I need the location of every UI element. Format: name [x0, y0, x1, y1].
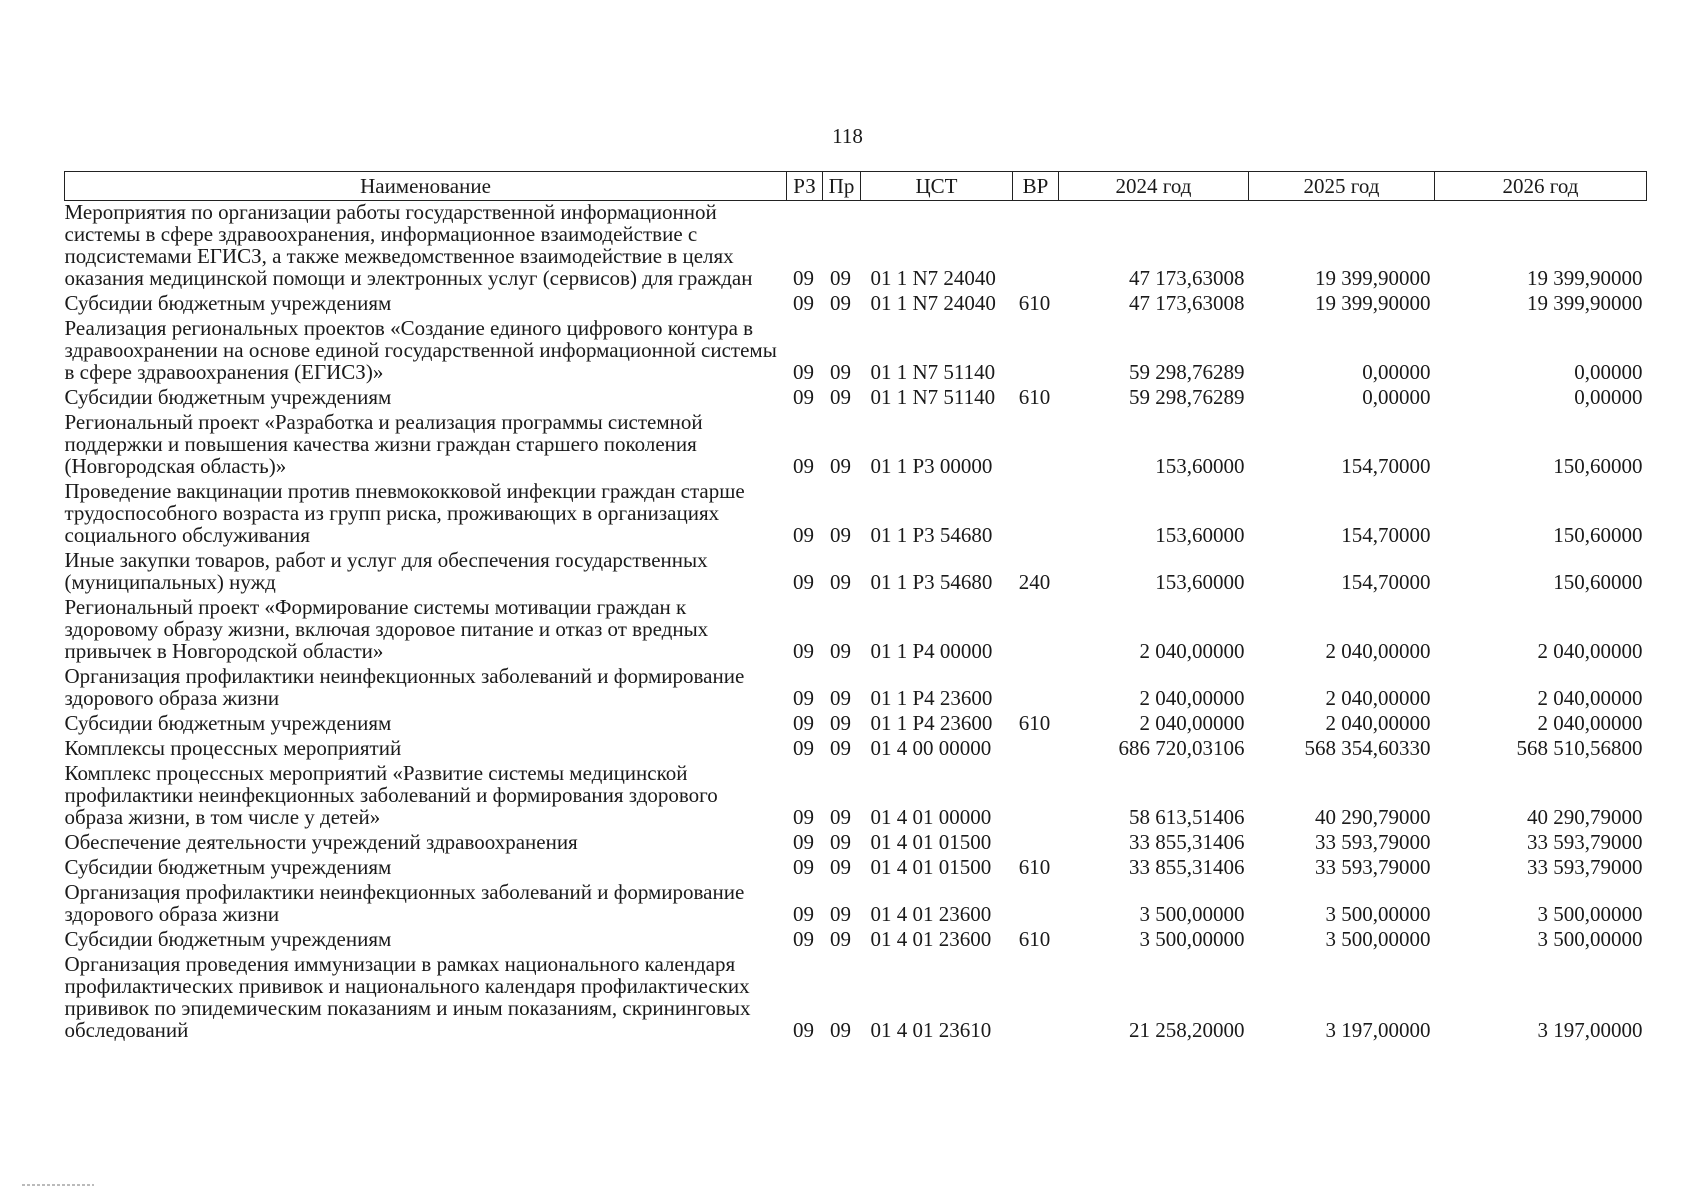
row-rz: 09 — [793, 830, 814, 854]
row-amount-2025: 3 197,00000 — [1325, 1018, 1431, 1042]
table-row — [65, 762, 1647, 831]
row-amount-2025: 33 593,79000 — [1315, 830, 1431, 854]
row-vr: 240 — [1018, 570, 1051, 594]
row-cst: 01 1 P3 54680 — [870, 523, 993, 547]
row-amount-2026: 0,00000 — [1574, 360, 1643, 384]
row-amount-2024: 153,60000 — [1155, 523, 1245, 547]
row-vr — [1013, 737, 1059, 762]
table-header-row — [65, 172, 1647, 201]
row-amount-2026: 33 593,79000 — [1527, 830, 1643, 854]
row-rz: 09 — [793, 805, 814, 829]
row-amount-2024: 153,60000 — [1155, 454, 1245, 478]
row-amount-2026: 0,00000 — [1574, 385, 1643, 409]
row-rz: 09 — [793, 639, 814, 663]
row-amount-2024: 33 855,31406 — [1129, 855, 1245, 879]
row-amount-2025: 154,70000 — [1341, 523, 1431, 547]
row-amount-2025: 0,00000 — [1362, 385, 1431, 409]
row-cst: 01 4 01 01500 — [870, 855, 992, 879]
row-amount-2025: 2 040,00000 — [1325, 686, 1431, 710]
row-amount-2024: 58 613,51406 — [1129, 805, 1245, 829]
row-rz: 09 — [793, 927, 814, 951]
row-vr — [1013, 831, 1059, 856]
row-pr: 09 — [830, 902, 851, 926]
header-cst: ЦСТ — [861, 172, 1013, 201]
row-rz: 09 — [793, 1018, 814, 1042]
row-cst: 01 1 P4 23600 — [870, 686, 993, 710]
row-name: Субсидии бюджетным учреждениям — [64, 711, 392, 735]
row-vr — [1013, 762, 1059, 831]
row-name: Иные закупки товаров, работ и услуг для обеспечения государственных (муниципальных) нужд — [64, 548, 708, 594]
row-rz: 09 — [793, 454, 814, 478]
row-pr: 09 — [830, 736, 851, 760]
header-2026: 2026 год — [1435, 172, 1647, 201]
row-vr: 610 — [1018, 711, 1051, 735]
row-pr: 09 — [830, 639, 851, 663]
row-cst: 01 4 00 00000 — [870, 736, 992, 760]
footer-mark — [22, 1184, 94, 1186]
row-amount-2026: 150,60000 — [1553, 570, 1643, 594]
row-vr — [1013, 665, 1059, 712]
row-vr — [1013, 480, 1059, 549]
row-cst: 01 1 P4 00000 — [870, 639, 993, 663]
row-name: Субсидии бюджетным учреждениям — [64, 291, 392, 315]
row-cst: 01 4 01 01500 — [870, 830, 992, 854]
row-amount-2026: 2 040,00000 — [1537, 686, 1643, 710]
row-name: Реализация региональных проектов «Создание единого цифрового контура в здравоохранении на основе единой государственной информационной системы в сфере здравоохранения (ЕГИСЗ)» — [64, 316, 777, 384]
row-pr: 09 — [830, 360, 851, 384]
row-rz: 09 — [793, 266, 814, 290]
row-amount-2026: 2 040,00000 — [1537, 711, 1643, 735]
row-amount-2026: 19 399,90000 — [1527, 291, 1643, 315]
row-vr — [1013, 317, 1059, 386]
row-name: Региональный проект «Разработка и реализация программы системной поддержки и повышения качества жизни граждан старшего поколения (Новгородская область)» — [64, 410, 703, 478]
table-body — [65, 201, 1647, 1045]
row-amount-2024: 153,60000 — [1155, 570, 1245, 594]
row-name: Комплексы процессных мероприятий — [64, 736, 402, 760]
row-amount-2024: 2 040,00000 — [1139, 639, 1245, 663]
row-pr: 09 — [830, 385, 851, 409]
row-vr: 610 — [1018, 291, 1051, 315]
row-amount-2026: 150,60000 — [1553, 454, 1643, 478]
row-amount-2024: 59 298,76289 — [1129, 360, 1245, 384]
row-rz: 09 — [793, 523, 814, 547]
row-rz: 09 — [793, 902, 814, 926]
header-2024: 2024 год — [1059, 172, 1249, 201]
row-cst: 01 4 01 23610 — [870, 1018, 992, 1042]
table-row — [65, 665, 1647, 712]
row-name: Обеспечение деятельности учреждений здравоохранения — [64, 830, 578, 854]
row-name: Проведение вакцинации против пневмококковой инфекции граждан старше трудоспособного возраста из групп риска, проживающих в организациях социального обслуживания — [64, 479, 745, 547]
row-pr: 09 — [830, 686, 851, 710]
row-vr — [1013, 411, 1059, 480]
row-amount-2025: 3 500,00000 — [1325, 927, 1431, 951]
row-pr: 09 — [830, 523, 851, 547]
row-cst: 01 4 01 23600 — [870, 902, 992, 926]
table-row — [65, 928, 1647, 953]
row-cst: 01 1 N7 24040 — [870, 291, 996, 315]
row-amount-2026: 568 510,56800 — [1516, 736, 1643, 760]
row-pr: 09 — [830, 266, 851, 290]
row-amount-2024: 33 855,31406 — [1129, 830, 1245, 854]
header-2025: 2025 год — [1249, 172, 1435, 201]
table-row — [65, 480, 1647, 549]
page-number: 118 — [832, 124, 863, 148]
row-amount-2024: 47 173,63008 — [1129, 291, 1245, 315]
row-amount-2025: 2 040,00000 — [1325, 711, 1431, 735]
row-pr: 09 — [830, 927, 851, 951]
row-amount-2025: 40 290,79000 — [1315, 805, 1431, 829]
table-row — [65, 953, 1647, 1044]
header-vr: ВР — [1013, 172, 1059, 201]
row-name: Региональный проект «Формирование системы мотивации граждан к здоровому образу жизни, включая здоровое питание и отказ от вредных привычек в Новгородской области» — [64, 595, 709, 663]
row-cst: 01 1 P3 00000 — [870, 454, 993, 478]
table-row — [65, 411, 1647, 480]
budget-table — [64, 171, 1647, 1044]
table-row — [65, 856, 1647, 881]
row-cst: 01 4 01 23600 — [870, 927, 992, 951]
row-rz: 09 — [793, 570, 814, 594]
row-amount-2025: 33 593,79000 — [1315, 855, 1431, 879]
row-amount-2024: 2 040,00000 — [1139, 686, 1245, 710]
row-pr: 09 — [830, 291, 851, 315]
row-amount-2024: 686 720,03106 — [1118, 736, 1245, 760]
row-amount-2024: 59 298,76289 — [1129, 385, 1245, 409]
row-name: Субсидии бюджетным учреждениям — [64, 855, 392, 879]
table-row — [65, 317, 1647, 386]
row-name: Мероприятия по организации работы государственной информационной системы в сфере здравоохранения, информационное взаимодействие с подсистемами ЕГИСЗ, а также межведомственное взаимодействие в целях оказания медицинской помощи и электронных услуг (сервисов) для граждан — [64, 200, 753, 290]
row-name: Субсидии бюджетным учреждениям — [64, 927, 392, 951]
row-vr — [1013, 953, 1059, 1044]
row-cst: 01 1 P3 54680 — [870, 570, 993, 594]
row-amount-2025: 2 040,00000 — [1325, 639, 1431, 663]
row-amount-2025: 3 500,00000 — [1325, 902, 1431, 926]
row-amount-2026: 33 593,79000 — [1527, 855, 1643, 879]
row-amount-2026: 3 500,00000 — [1537, 927, 1643, 951]
row-amount-2025: 568 354,60330 — [1304, 736, 1431, 760]
row-vr: 610 — [1018, 855, 1051, 879]
row-cst: 01 1 N7 51140 — [870, 360, 996, 384]
row-amount-2024: 21 258,20000 — [1129, 1018, 1245, 1042]
row-cst: 01 1 N7 24040 — [870, 266, 996, 290]
table-row — [65, 596, 1647, 665]
header-name: Наименование — [65, 172, 787, 201]
row-cst: 01 1 P4 23600 — [870, 711, 993, 735]
table-row — [65, 201, 1647, 293]
row-pr: 09 — [830, 805, 851, 829]
row-vr — [1013, 201, 1059, 293]
row-name: Субсидии бюджетным учреждениям — [64, 385, 392, 409]
table-row — [65, 712, 1647, 737]
row-rz: 09 — [793, 360, 814, 384]
row-pr: 09 — [830, 711, 851, 735]
row-vr — [1013, 881, 1059, 928]
row-amount-2026: 3 500,00000 — [1537, 902, 1643, 926]
row-rz: 09 — [793, 686, 814, 710]
row-amount-2025: 154,70000 — [1341, 454, 1431, 478]
row-name: Комплекс процессных мероприятий «Развитие системы медицинской профилактики неинфекционных заболеваний и формирования здорового образа жизни, в том числе у детей» — [64, 761, 718, 829]
row-vr — [1013, 596, 1059, 665]
header-rz: РЗ — [787, 172, 823, 201]
row-amount-2026: 19 399,90000 — [1527, 266, 1643, 290]
table-row — [65, 881, 1647, 928]
row-rz: 09 — [793, 711, 814, 735]
row-name: Организация профилактики неинфекционных заболеваний и формирование здорового образа жизни — [64, 664, 745, 710]
row-rz: 09 — [793, 291, 814, 315]
row-amount-2025: 19 399,90000 — [1315, 266, 1431, 290]
table-row — [65, 292, 1647, 317]
row-amount-2026: 2 040,00000 — [1537, 639, 1643, 663]
row-amount-2024: 3 500,00000 — [1139, 927, 1245, 951]
row-rz: 09 — [793, 736, 814, 760]
row-vr: 610 — [1018, 927, 1051, 951]
row-rz: 09 — [793, 855, 814, 879]
table-row — [65, 737, 1647, 762]
header-pr: Пр — [823, 172, 861, 201]
row-pr: 09 — [830, 454, 851, 478]
table-row — [65, 386, 1647, 411]
row-pr: 09 — [830, 855, 851, 879]
row-amount-2025: 154,70000 — [1341, 570, 1431, 594]
table-row — [65, 549, 1647, 596]
row-amount-2024: 47 173,63008 — [1129, 266, 1245, 290]
row-pr: 09 — [830, 830, 851, 854]
row-amount-2026: 150,60000 — [1553, 523, 1643, 547]
row-amount-2024: 3 500,00000 — [1139, 902, 1245, 926]
row-amount-2026: 40 290,79000 — [1527, 805, 1643, 829]
table-row — [65, 831, 1647, 856]
row-vr: 610 — [1018, 385, 1051, 409]
row-rz: 09 — [793, 385, 814, 409]
row-amount-2024: 2 040,00000 — [1139, 711, 1245, 735]
row-pr: 09 — [830, 1018, 851, 1042]
row-cst: 01 1 N7 51140 — [870, 385, 996, 409]
row-amount-2025: 0,00000 — [1362, 360, 1431, 384]
row-amount-2025: 19 399,90000 — [1315, 291, 1431, 315]
row-name: Организация проведения иммунизации в рамках национального календаря профилактических прививок и национального календаря профилактических прививок по эпидемическим показаниям и иным показаниям, скрининговых обследований — [64, 952, 751, 1042]
row-cst: 01 4 01 00000 — [870, 805, 992, 829]
row-pr: 09 — [830, 570, 851, 594]
row-name: Организация профилактики неинфекционных заболеваний и формирование здорового образа жизни — [64, 880, 745, 926]
row-amount-2026: 3 197,00000 — [1537, 1018, 1643, 1042]
